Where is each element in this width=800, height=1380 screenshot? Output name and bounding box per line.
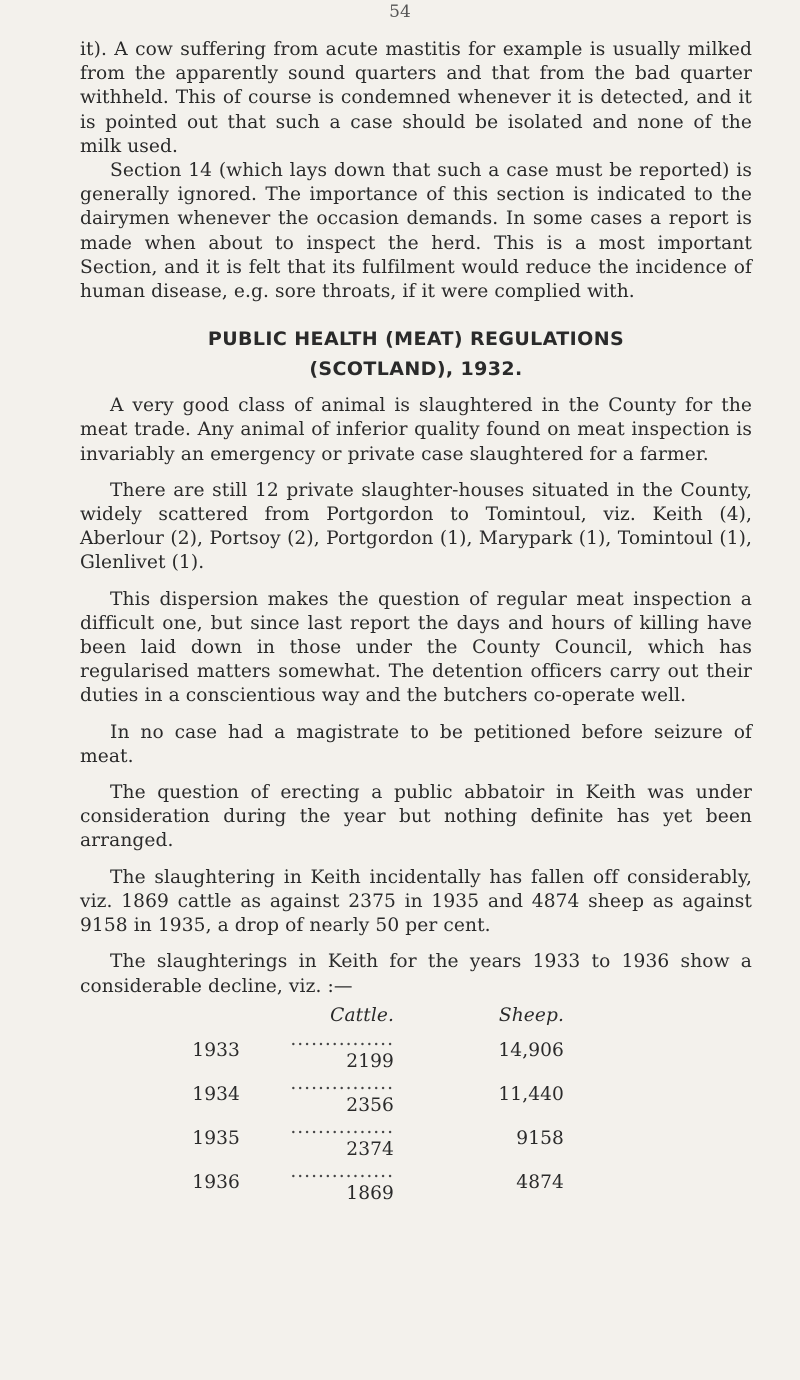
paragraph: The slaughterings in Keith for the years 1933 to 1936 show a considerable decline, viz. :— bbox=[80, 951, 752, 997]
section-heading-line: (SCOTLAND), 1932. bbox=[309, 358, 523, 381]
table-header-cattle: Cattle. bbox=[330, 1004, 394, 1026]
cattle-cell bbox=[244, 1029, 394, 1073]
table-header-sheep: Sheep. bbox=[498, 1004, 564, 1026]
paragraph: Section 14 (which lays down that such a case must be reported) is generally ignored. The importance of this section is indicated to the dairymen whenever the occasion demands. In some cases a report is made when about to inspect the herd. This is a most important Section, and it is felt that its fulfilment would reduce the incidence of human disease, e.g. sore throats, if it were complied with. bbox=[80, 160, 752, 303]
table-row bbox=[80, 1117, 564, 1161]
table-row bbox=[80, 1073, 564, 1117]
paragraph: There are still 12 private slaughter-houses situated in the County, widely scattered from Portgordon to Tomintoul, viz. Keith (4), Aberlour (2), Portsoy (2), Portgordon (1), Marypark (1), Tomintoul (1), Glenlivet (1). bbox=[80, 479, 752, 574]
cattle-cell bbox=[244, 1161, 394, 1205]
section-heading bbox=[80, 324, 752, 384]
leader-dots: ............... bbox=[290, 1116, 394, 1138]
page-number: 54 bbox=[389, 2, 411, 22]
page-content bbox=[80, 38, 752, 1205]
leader-dots: ............... bbox=[290, 1028, 394, 1050]
table-header-year bbox=[80, 1003, 244, 1029]
sheep-cell: 14,906 bbox=[498, 1039, 564, 1061]
table-row bbox=[80, 1161, 564, 1205]
leader-dots: ............... bbox=[290, 1160, 394, 1182]
paragraph: In no case had a magistrate to be petitioned before seizure of meat. bbox=[80, 721, 752, 767]
cattle-cell bbox=[244, 1117, 394, 1161]
year-cell: 1934 bbox=[192, 1083, 240, 1105]
sheep-cell: 9158 bbox=[516, 1127, 564, 1149]
cattle-value: 1869 bbox=[346, 1182, 394, 1204]
year-cell: 1936 bbox=[192, 1171, 240, 1193]
year-cell: 1933 bbox=[192, 1039, 240, 1061]
paragraph: A very good class of animal is slaughtered in the County for the meat trade. Any animal of inferior quality found on meat inspection is invariably an emergency or private case slaughtered for a farmer. bbox=[80, 395, 752, 465]
cattle-cell bbox=[244, 1073, 394, 1117]
sheep-cell: 4874 bbox=[516, 1171, 564, 1193]
slaughter-table bbox=[80, 1003, 564, 1205]
table-row bbox=[80, 1029, 564, 1073]
cattle-value: 2374 bbox=[346, 1138, 394, 1160]
year-cell: 1935 bbox=[192, 1127, 240, 1149]
paragraph: The question of erecting a public abbatoir in Keith was under consideration during the year but nothing definite has yet been arranged. bbox=[80, 782, 752, 852]
cattle-value: 2356 bbox=[346, 1094, 394, 1116]
cattle-value: 2199 bbox=[346, 1050, 394, 1072]
paragraph: it). A cow suffering from acute mastitis for example is usually milked from the apparently sound quarters and that from the bad quarter withheld. This of course is condemned whenever it is detected, and it is pointed out that such a case should be isolated and none of the milk used. bbox=[80, 39, 752, 157]
sheep-cell: 11,440 bbox=[498, 1083, 564, 1105]
paragraph: This dispersion makes the question of regular meat inspection a difficult one, but since last report the days and hours of killing have been laid down in those under the County Council, which has regularised matters somewhat. The detention officers carry out their duties in a conscientious way and the butchers co-operate well. bbox=[80, 588, 752, 707]
table-header-row bbox=[80, 1003, 564, 1029]
paragraph: The slaughtering in Keith incidentally has fallen off considerably, viz. 1869 cattle as against 2375 in 1935 and 4874 sheep as against 9158 in 1935, a drop of nearly 50 per cent. bbox=[80, 866, 752, 937]
leader-dots: ............... bbox=[290, 1072, 394, 1094]
section-heading-line: PUBLIC HEALTH (MEAT) REGULATIONS bbox=[207, 328, 625, 351]
